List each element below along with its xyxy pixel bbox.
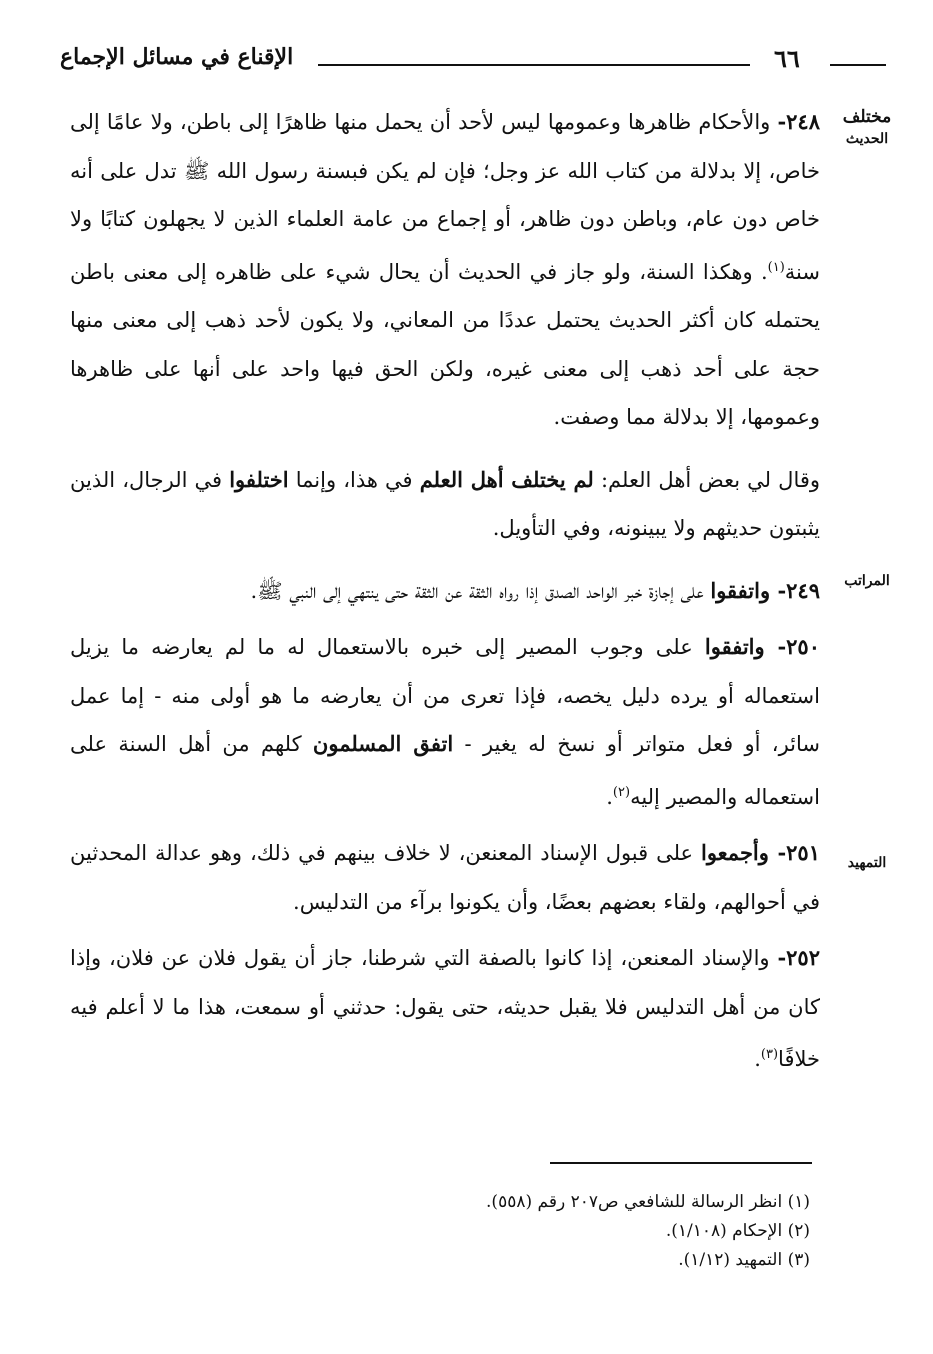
running-header — [60, 44, 830, 84]
keyword: اختلفوا — [229, 466, 289, 492]
margin-note-line: مختلف — [842, 107, 892, 127]
paragraph-251 — [70, 829, 820, 926]
paragraph-248 — [70, 98, 820, 442]
footnotes — [360, 1188, 810, 1275]
margin-note-tamhid: التمهيد — [847, 855, 887, 871]
paragraph-text: كلهم من أهل السنة على استعماله والمصير إليه — [70, 732, 820, 809]
keyword: لم يختلف أهل العلم — [419, 466, 594, 492]
footnote-ref: (١) — [767, 259, 785, 275]
keyword: واتفقوا — [710, 577, 778, 603]
footnote-ref: (٢) — [612, 784, 631, 800]
paragraph-text: والإسناد المعنعن، إذا كانوا بالصفة التي شرطنا، جاز أن يقول فلان عن فلان، وإذا كان من أهل التدليس فلا يقبل حديثه، حتى يقول: حدثني أو سمعت، هذا ما لا أعلم فيه خلافًا — [70, 946, 820, 1071]
footnote-1: (١) انظر الرسالة للشافعي ص٢٠٧ رقم (٥٥٨). — [486, 1192, 810, 1212]
main-text — [70, 98, 820, 1092]
margin-note-maratib: المراتب — [844, 573, 890, 589]
footnote-3: (٣) التمهيد (١/١٢). — [678, 1250, 810, 1270]
paragraph-text: . وهكذا السنة، ولو جاز في الحديث أن يحال شيء على ظاهره إلى معنى باطن يحتمله كان أكثر الحديث يحتمل عددًا من المعاني، ولا يكون لأحد ذهب إلى معنى منها حجة على أحد ذهب إلى معنى غيره، ولكن الحق فيها واحد على أنها على ظاهرها وعمومها، إلا بدلالة مما وصفت. — [70, 259, 820, 429]
paragraph-text: . — [606, 784, 613, 809]
paragraph-qala — [70, 456, 820, 553]
keyword: اتفق المسلمون — [312, 731, 454, 756]
margin-note-mukhtalif — [835, 106, 899, 150]
keyword: واتفقوا — [704, 634, 778, 659]
paragraph-text: على قبول الإسناد المعنعن، لا خلاف بينهم في ذلك، وهو عدالة المحدثين في أحوالهم، ولقاء بعضهم بعضًا، وأن يكونوا برآء من التدليس. — [70, 841, 820, 914]
page-number: ٦٦ — [774, 44, 800, 73]
paragraph-number: ٢٤٨- — [777, 109, 820, 134]
paragraph-text: على وجوب المصير إلى خبره بالاستعمال له ما لم يعارضه ما يزيل استعماله أو يرده دليل يخصه، فإذا تعرى من أن يعارضه ما هو أولى منه - إما عمل سائر، أو فعل متواتر أو نسخ له يغير - — [70, 635, 820, 756]
paragraph-249 — [70, 567, 820, 616]
paragraph-text: والأحكام ظاهرها وعمومها ليس لأحد أن يحمل منها ظاهرًا إلى باطن، ولا عامًا إلى خاص، إلا بدلالة من كتاب الله عز وجل؛ فإن لم يكن فبسنة رسول الله ﷺ تدل على أنه خاص دون عام، وباطن دون ظاهر، أو إجماع من عامة العلماء الذين لا يجهلون كتابًا ولا سنة — [70, 110, 820, 284]
paragraph-number: ٢٥٢- — [777, 945, 820, 970]
paragraph-text: . — [754, 1047, 761, 1071]
header-rule — [318, 64, 750, 66]
paragraph-number: ٢٤٩- — [777, 577, 820, 603]
keyword: وأجمعوا — [700, 840, 778, 865]
margin-note-line: الحديث — [845, 131, 889, 147]
paragraph-number: ٢٥٠- — [777, 634, 820, 659]
header-title: الإقناع في مسائل الإجماع — [60, 44, 294, 70]
paragraph-text: على إجازة خبر الواحد الصدق إذا رواه الثقة عن الثقة حتى ينتهي إلى النبي ﷺ. — [250, 578, 711, 603]
paragraph-250 — [70, 623, 820, 821]
footnote-ref: (٣) — [760, 1047, 779, 1062]
header-rule-short — [830, 64, 886, 66]
footnote-separator — [550, 1162, 812, 1164]
paragraph-text: في هذا، وإنما — [288, 467, 420, 492]
paragraph-text: في الرجال، الذين يثبتون حديثهم ولا يبينونه، وفي التأويل. — [70, 467, 820, 540]
footnote-2: (٢) الإحكام (١/١٠٨). — [665, 1221, 810, 1241]
paragraph-number: ٢٥١- — [777, 840, 820, 865]
paragraph-252 — [70, 934, 820, 1084]
paragraph-text: وقال لي بعض أهل العلم: — [593, 467, 821, 492]
